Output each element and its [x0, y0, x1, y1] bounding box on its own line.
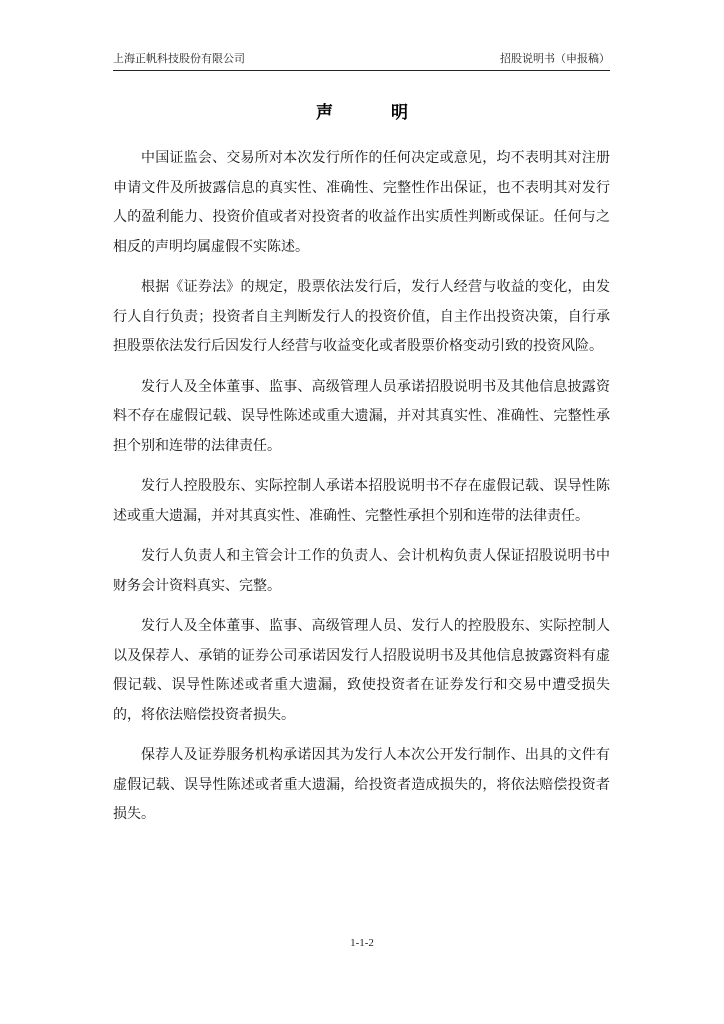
- declaration-paragraph-3: 发行人及全体董事、监事、高级管理人员承诺招股说明书及其他信息披露资料不存在虚假记载、误导性陈述或重大遗漏，并对其真实性、准确性、完整性承担个别和连带的法律责任。: [113, 378, 610, 454]
- declaration-paragraph-6: 发行人及全体董事、监事、高级管理人员、发行人的控股股东、实际控制人以及保荐人、承销的证券公司承诺因发行人招股说明书及其他信息披露资料有虚假记载、误导性陈述或者重大遗漏，致使投资者在证券发行和交易中遭受损失的，将依法赔偿投资者损失。: [113, 618, 610, 723]
- header-company-name: 上海正帆科技股份有限公司: [113, 52, 245, 65]
- declaration-body: [113, 144, 610, 841]
- declaration-paragraph-5: 发行人负责人和主管会计工作的负责人、会计机构负责人保证招股说明书中财务会计资料真实、完整。: [113, 548, 610, 594]
- page-number: 1-1-2: [350, 937, 374, 949]
- declaration-paragraph-4: 发行人控股股东、实际控制人承诺本招股说明书不存在虚假记载、误导性陈述或重大遗漏，并对其真实性、准确性、完整性承担个别和连带的法律责任。: [113, 478, 610, 524]
- declaration-paragraph-2: 根据《证券法》的规定，股票依法发行后，发行人经营与收益的变化，由发行人自行负责；投资者自主判断发行人的投资价值，自主作出投资决策，自行承担股票依法发行后因发行人经营与收益变化或者股票价格变动引致的投资风险。: [113, 279, 610, 354]
- page-header: [113, 52, 610, 71]
- declaration-paragraph-7: 保荐人及证券服务机构承诺因其为发行人本次公开发行制作、出具的文件有虚假记载、误导性陈述或者重大遗漏，给投资者造成损失的，将依法赔偿投资者损失。: [113, 747, 610, 822]
- header-document-type: 招股说明书（申报稿）: [500, 52, 610, 65]
- declaration-paragraph-1: 中国证监会、交易所对本次发行所作的任何决定或意见，均不表明其对注册申请文件及所披露信息的真实性、准确性、完整性作出保证，也不表明其对发行人的盈利能力、投资价值或者对投资者的收益作出实质性判断或保证。任何与之相反的声明均属虚假不实陈述。: [113, 150, 610, 255]
- page-title: 声 明: [316, 103, 434, 123]
